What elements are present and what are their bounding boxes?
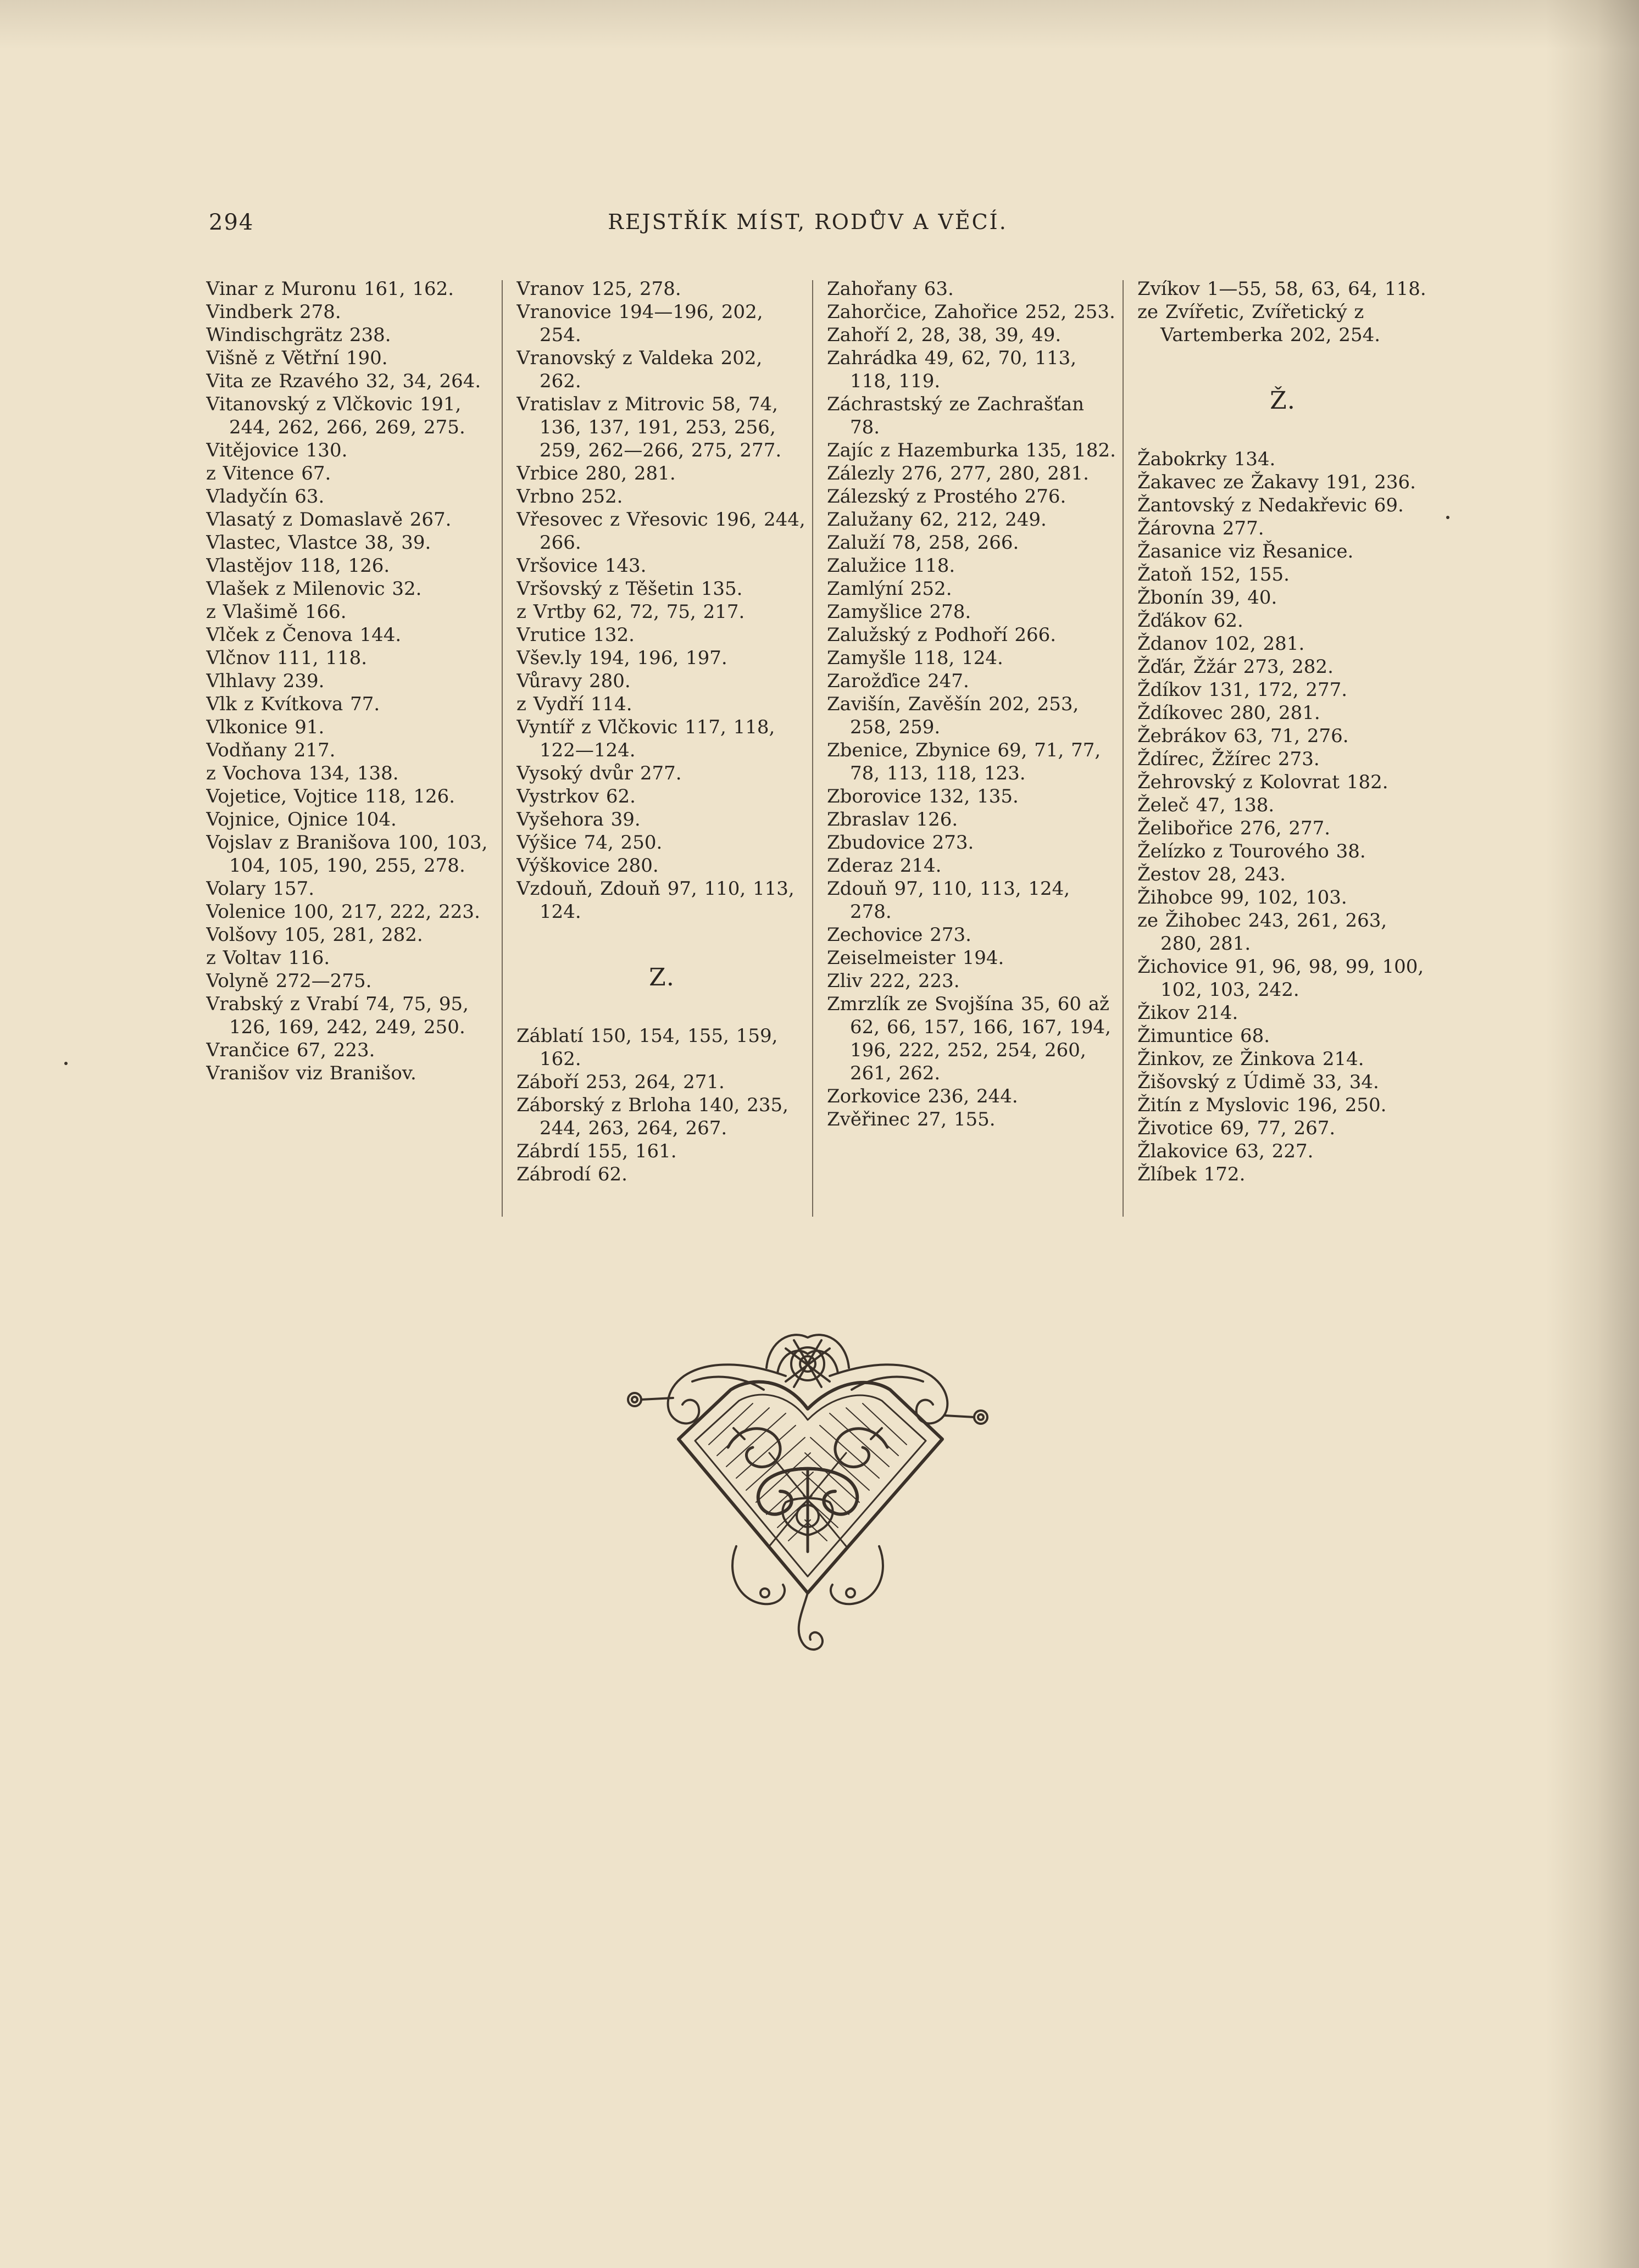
index-entry: Zahrádka 49, 62, 70, 113, 118, 119. <box>827 347 1077 392</box>
index-entry: Vřesovec z Vřesovic 196, 244, 266. <box>516 509 805 554</box>
index-entry: Žišovský z Údimě 33, 34. <box>1137 1071 1379 1093</box>
index-entry: Ždírec, Žžírec 273. <box>1137 748 1320 770</box>
entry-list <box>516 1024 808 1186</box>
index-entry: Zliv 222, 223. <box>827 970 960 992</box>
index-entry: Žárovna 277. <box>1137 517 1264 539</box>
index-entry: Ždíkovec 280, 281. <box>1137 702 1320 724</box>
index-entry: Zvíkov 1—55, 58, 63, 64, 118. <box>1137 278 1426 300</box>
index-entry: z Vydří 114. <box>516 693 632 715</box>
entry-list <box>206 277 497 1085</box>
index-entry: Žantovský z Nedakřevic 69. <box>1137 494 1404 516</box>
index-entry: Vlhlavy 239. <box>206 670 325 692</box>
page-spine-shadow <box>1546 0 1639 2268</box>
index-entry: Vita ze Rzavého 32, 34, 264. <box>206 370 481 392</box>
index-entry: Vrbno 252. <box>516 486 623 508</box>
index-entry: Zavišín, Zavěšín 202, 253, 258, 259. <box>827 693 1079 738</box>
index-entry: Vranovice 194—196, 202, 254. <box>516 301 763 346</box>
index-entry: Vrutice 132. <box>516 624 635 646</box>
index-entry: Vojetice, Vojtice 118, 126. <box>206 785 455 807</box>
index-entry: Zaluží 78, 258, 266. <box>827 532 1019 554</box>
index-entry: Výšice 74, 250. <box>516 832 663 854</box>
index-entry: Žasanice viz Řesanice. <box>1137 540 1354 562</box>
index-entry: z Vitence 67. <box>206 462 331 484</box>
entry-list <box>516 277 808 923</box>
index-entry: Zalužany 62, 212, 249. <box>827 509 1047 531</box>
index-entry: Žestov 28, 243. <box>1137 863 1286 885</box>
index-entry: Vlkonice 91. <box>206 716 325 738</box>
entry-list <box>1137 277 1429 347</box>
index-entry: Žichovice 91, 96, 98, 99, 100, 102, 103, 242. <box>1137 956 1424 1001</box>
index-entry: Zajíc z Hazemburka 135, 182. <box>827 439 1116 461</box>
index-entry: Zbraslav 126. <box>827 809 958 831</box>
index-entry: Želeč 47, 138. <box>1137 794 1275 816</box>
index-entry: Žitín z Myslovic 196, 250. <box>1137 1094 1387 1116</box>
index-entry: Volyně 272—275. <box>206 970 372 992</box>
index-entry: Vyšehora 39. <box>516 809 641 831</box>
index-entry: Vranov 125, 278. <box>516 278 681 300</box>
index-entry: Výškovice 280. <box>516 855 659 877</box>
index-entry: Vlašek z Milenovic 32. <box>206 578 422 600</box>
index-entry: Zechovice 273. <box>827 924 971 946</box>
index-entry: Ždanov 102, 281. <box>1137 633 1305 655</box>
index-entry: Vůravy 280. <box>516 670 631 692</box>
index-entry: Zahorčice, Zahořice 252, 253. <box>827 301 1115 323</box>
index-entry: Vzdouň, Zdouň 97, 110, 113, 124. <box>516 878 795 923</box>
index-entry: Zbudovice 273. <box>827 832 974 854</box>
index-entry: Žikov 214. <box>1137 1002 1238 1024</box>
index-entry: z Voltav 116. <box>206 947 330 969</box>
index-columns <box>206 277 1426 1222</box>
index-entry: Vranišov viz Branišov. <box>206 1062 416 1084</box>
index-entry: Vrančice 67, 223. <box>206 1039 375 1061</box>
index-entry: Zálezský z Prostého 276. <box>827 486 1066 508</box>
index-entry: Žimuntice 68. <box>1137 1025 1270 1047</box>
index-entry: Zahořany 63. <box>827 278 954 300</box>
index-entry: Volary 157. <box>206 878 315 900</box>
index-entry: Vlastějov 118, 126. <box>206 555 390 577</box>
section-heading-z: Z. <box>649 963 675 991</box>
page-top-edge <box>0 0 1639 49</box>
index-entry: Žatoň 152, 155. <box>1137 564 1290 586</box>
index-entry: Zorkovice 236, 244. <box>827 1085 1018 1107</box>
index-entry: Vlasatý z Domaslavě 267. <box>206 509 452 531</box>
index-entry: Volšovy 105, 281, 282. <box>206 924 423 946</box>
index-entry: Vladyčín 63. <box>206 486 325 508</box>
index-entry: Vitějovice 130. <box>206 439 348 461</box>
index-entry: Vrabský z Vrabí 74, 75, 95, 126, 169, 242, 249, 250. <box>206 993 469 1038</box>
index-entry: Žďár, Žžár 273, 282. <box>1137 656 1334 678</box>
index-column-3 <box>827 277 1118 1217</box>
index-entry: Višně z Větřní 190. <box>206 347 388 369</box>
index-entry: Želízko z Tourového 38. <box>1137 840 1366 862</box>
index-entry: Záblatí 150, 154, 155, 159, 162. <box>516 1025 778 1070</box>
index-entry: Žlakovice 63, 227. <box>1137 1140 1314 1162</box>
index-entry: Želibořice 276, 277. <box>1137 817 1331 839</box>
index-entry: Záborský z Brloha 140, 235, 244, 263, 264, 267. <box>516 1094 788 1139</box>
index-entry: Žinkov, ze Žinkova 214. <box>1137 1048 1364 1070</box>
index-entry: Ždíkov 131, 172, 277. <box>1137 679 1348 701</box>
page-number: 294 <box>209 210 254 235</box>
section-heading-zh: Ž. <box>1270 387 1296 415</box>
index-entry: Vratislav z Mitrovic 58, 74, 136, 137, 191, 253, 256, 259, 262—266, 275, 277. <box>516 393 782 461</box>
index-entry: Žehrovský z Kolovrat 182. <box>1137 771 1388 793</box>
index-entry: Zamlýní 252. <box>827 578 952 600</box>
index-entry: Zalužice 118. <box>827 555 955 577</box>
entry-list <box>1137 448 1429 1186</box>
index-entry: Zalužský z Podhoří 266. <box>827 624 1057 646</box>
index-entry: Vindberk 278. <box>206 301 341 323</box>
index-entry: Zálezly 276, 277, 280, 281. <box>827 462 1089 484</box>
running-title: REJSTŘÍK MÍST, RODŮV A VĚCÍ. <box>608 210 1008 234</box>
index-entry: z Vrtby 62, 72, 75, 217. <box>516 601 745 623</box>
index-entry: Vlček z Čenova 144. <box>206 624 402 646</box>
index-entry: Žlíbek 172. <box>1137 1163 1246 1185</box>
index-entry: Vlčnov 111, 118. <box>206 647 368 669</box>
index-entry: Žebrákov 63, 71, 276. <box>1137 725 1349 747</box>
index-entry: Zábrodí 62. <box>516 1163 627 1185</box>
index-entry: Vyntíř z Vlčkovic 117, 118, 122—124. <box>516 716 775 761</box>
index-entry: Zdouň 97, 110, 113, 124, 278. <box>827 878 1070 923</box>
index-entry: Žakavec ze Žakavy 191, 236. <box>1137 471 1416 493</box>
index-entry: Vojslav z Branišova 100, 103, 104, 105, 190, 255, 278. <box>206 832 488 877</box>
speck <box>64 1062 68 1065</box>
index-entry: Všev.ly 194, 196, 197. <box>516 647 727 669</box>
index-column-4 <box>1137 277 1429 1217</box>
index-entry: Volenice 100, 217, 222, 223. <box>206 901 480 923</box>
index-entry: Windischgrätz 238. <box>206 324 391 346</box>
entry-list <box>827 277 1118 1131</box>
index-entry: Vrbice 280, 281. <box>516 462 676 484</box>
index-entry: Zahoří 2, 28, 38, 39, 49. <box>827 324 1062 346</box>
index-entry: Záchrastský ze Zachrašťan 78. <box>827 393 1085 438</box>
index-entry: z Vochova 134, 138. <box>206 762 399 784</box>
column-divider <box>1123 280 1124 1217</box>
index-entry: Vlk z Kvítkova 77. <box>206 693 380 715</box>
index-entry: Vršovský z Těšetin 135. <box>516 578 743 600</box>
page-header <box>209 210 1407 243</box>
index-entry: ze Žihobec 243, 261, 263, 280, 281. <box>1137 910 1387 955</box>
index-entry: Zeiselmeister 194. <box>827 947 1004 969</box>
index-entry: Zamyšlice 278. <box>827 601 971 623</box>
index-entry: Žbonín 39, 40. <box>1137 587 1277 609</box>
index-entry: Zborovice 132, 135. <box>827 785 1019 807</box>
index-entry: Vodňany 217. <box>206 739 336 761</box>
index-entry: Životice 69, 77, 267. <box>1137 1117 1336 1139</box>
index-entry: Vranovský z Valdeka 202, 262. <box>516 347 763 392</box>
index-entry: Vinar z Muronu 161, 162. <box>206 278 454 300</box>
index-entry: Vojnice, Ojnice 104. <box>206 809 397 831</box>
celtic-heart-ornament-icon <box>621 1316 994 1678</box>
index-entry: Žabokrky 134. <box>1137 448 1276 470</box>
index-entry: Vršovice 143. <box>516 555 647 577</box>
speck <box>1446 516 1449 519</box>
index-entry: Záboří 253, 264, 271. <box>516 1071 725 1093</box>
column-divider <box>812 280 813 1217</box>
index-entry: Zbenice, Zbynice 69, 71, 77, 78, 113, 118, 123. <box>827 739 1101 784</box>
index-entry: Zamyšle 118, 124. <box>827 647 1003 669</box>
index-entry: ze Zvířetic, Zvířetický z Vartemberka 202, 254. <box>1137 301 1381 346</box>
index-entry: Vitanovský z Vlčkovic 191, 244, 262, 266, 269, 275. <box>206 393 465 438</box>
index-entry: Vlastec, Vlastce 38, 39. <box>206 532 431 554</box>
index-entry: Vystrkov 62. <box>516 785 636 807</box>
index-entry: Žihobce 99, 102, 103. <box>1137 887 1347 909</box>
index-column-1 <box>206 277 497 1217</box>
index-entry: Zderaz 214. <box>827 855 942 877</box>
column-divider <box>502 280 503 1217</box>
index-entry: Zábrdí 155, 161. <box>516 1140 677 1162</box>
index-entry: z Vlašimě 166. <box>206 601 347 623</box>
index-entry: Vysoký dvůr 277. <box>516 762 682 784</box>
index-entry: Zarožďice 247. <box>827 670 969 692</box>
index-entry: Zmrzlík ze Svojšína 35, 60 až 62, 66, 157, 166, 167, 194, 196, 222, 252, 254, 260, 261, 262. <box>827 993 1111 1084</box>
index-entry: Zvěřinec 27, 155. <box>827 1108 996 1130</box>
index-column-2 <box>516 277 808 1217</box>
index-entry: Žďákov 62. <box>1137 610 1243 632</box>
